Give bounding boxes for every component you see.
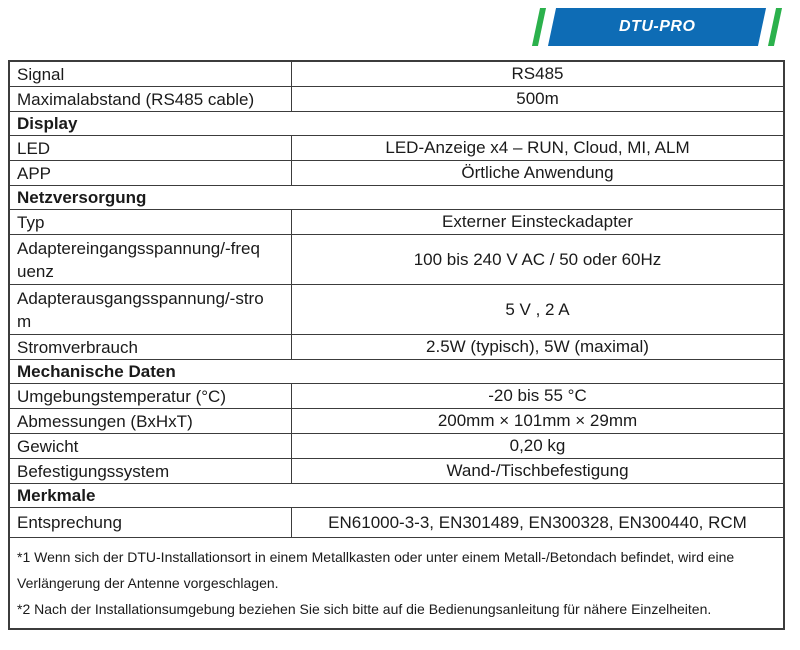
table-row — [10, 161, 783, 186]
row-value: 0,20 kg — [509, 436, 566, 455]
row-value: EN61000-3-3, EN301489, EN300328, EN300440, RCM — [328, 512, 747, 532]
row-value: -20 bis 55 °C — [488, 386, 587, 405]
section-title: Merkmale — [17, 485, 96, 505]
row-label: Gewicht — [10, 434, 292, 458]
row-label: Typ — [10, 210, 292, 234]
row-value: RS485 — [511, 64, 564, 83]
section-title: Mechanische Daten — [17, 361, 176, 381]
table-row — [10, 285, 783, 335]
product-name-label: DTU-PRO — [618, 18, 696, 35]
spec-table-rows — [10, 62, 783, 538]
row-value: 2.5W (typisch), 5W (maximal) — [426, 337, 649, 356]
section-row — [10, 186, 783, 210]
row-value: Wand-/Tischbefestigung — [446, 461, 629, 480]
row-value: 200mm × 101mm × 29mm — [437, 411, 638, 430]
row-label: Abmessungen (BxHxT) — [10, 409, 292, 433]
table-row — [10, 210, 783, 235]
footnotes — [10, 538, 783, 628]
row-label: LED — [10, 136, 292, 160]
table-row — [10, 459, 783, 484]
table-row — [10, 235, 783, 285]
row-label: Signal — [10, 62, 292, 86]
row-label: Entsprechung — [10, 508, 292, 537]
row-value: Örtliche Anwendung — [461, 163, 614, 182]
section-title: Display — [17, 113, 78, 133]
product-banner — [536, 8, 778, 46]
table-row — [10, 508, 783, 538]
row-label: Befestigungssystem — [10, 459, 292, 483]
table-row — [10, 62, 783, 87]
table-row — [10, 87, 783, 112]
table-row — [10, 384, 783, 409]
row-label: Stromverbrauch — [10, 335, 292, 359]
row-value: 5 V , 2 A — [505, 299, 570, 319]
row-label: Maximalabstand (RS485 cable) — [10, 87, 292, 111]
row-label: Adaptereingangsspannung/-frequenz — [10, 235, 292, 284]
section-row — [10, 112, 783, 136]
section-title: Netzversorgung — [17, 187, 147, 207]
row-value: 500m — [516, 89, 559, 108]
row-value: 100 bis 240 V AC / 50 oder 60Hz — [413, 249, 662, 269]
section-row — [10, 360, 783, 384]
banner-right-slash-icon — [768, 8, 782, 46]
table-row — [10, 409, 783, 434]
banner-left-slash-icon — [532, 8, 546, 46]
table-row — [10, 434, 783, 459]
row-label: Adapterausgangsspannung/-strom — [10, 285, 292, 334]
banner-shape — [548, 8, 766, 46]
spec-table — [8, 60, 785, 630]
table-row — [10, 136, 783, 161]
row-value: Externer Einsteckadapter — [442, 212, 633, 231]
row-value: LED-Anzeige x4 – RUN, Cloud, MI, ALM — [385, 138, 690, 157]
row-label: APP — [10, 161, 292, 185]
footnote: *2 Nach der Installationsumgebung beziehen Sie sich bitte auf die Bedienungsanleitung für nähere Einzelheiten. — [17, 601, 712, 617]
footnote: *1 Wenn sich der DTU-Installationsort in einem Metallkasten oder unter einem Metall-/Betondach befindet, wird eine Verlängerung der Antenne vorgeschlagen. — [17, 549, 735, 591]
table-row — [10, 335, 783, 360]
section-row — [10, 484, 783, 508]
row-label: Umgebungstemperatur (°C) — [10, 384, 292, 408]
